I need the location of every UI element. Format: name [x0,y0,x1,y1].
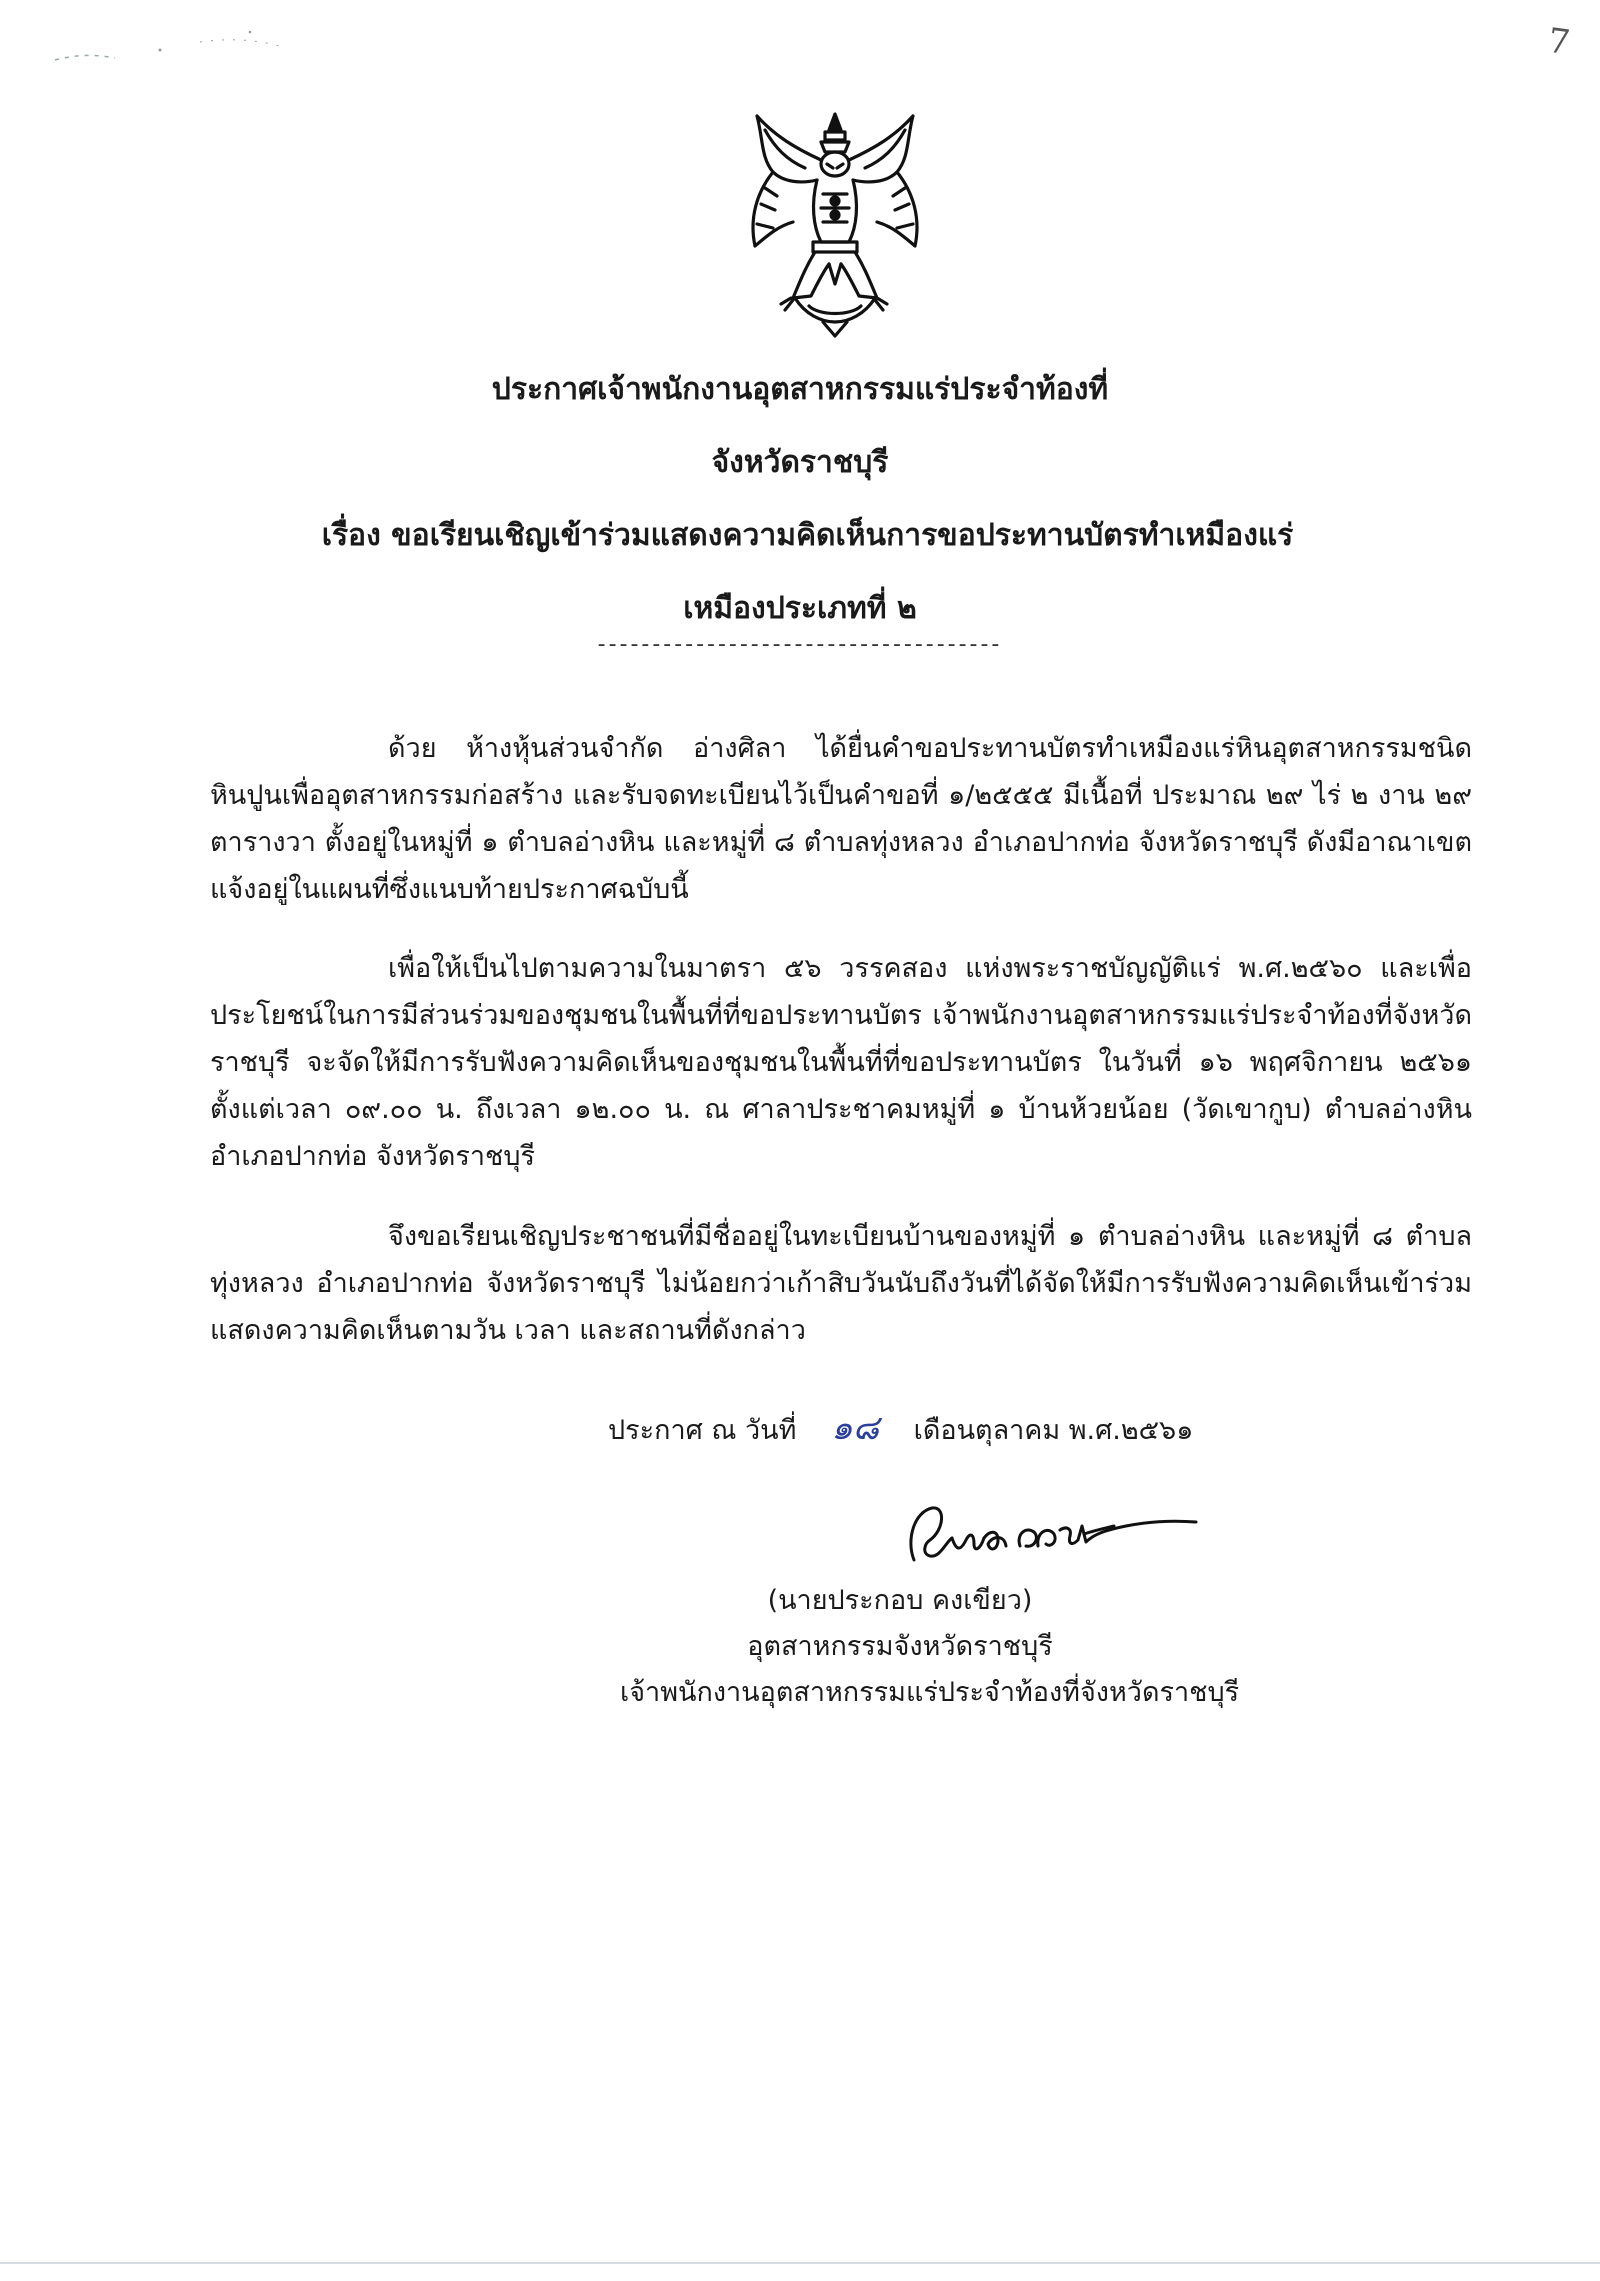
header-line-authority: ประกาศเจ้าพนักงานอุตสาหกรรมแร่ประจำท้องที่ [491,372,1109,407]
header-line-subject: เรื่อง ขอเรียนเชิญเข้าร่วมแสดงความคิดเห็นการขอประทานบัตรทำเหมืองแร่ [321,518,1294,553]
date-prefix: ประกาศ ณ วันที่ [608,1415,797,1446]
page-number-mark: 7 [1545,20,1573,64]
body-paragraph-2 [210,945,1472,1180]
signer-block [620,1578,1240,1716]
paragraph-3-text: จึงขอเรียนเชิญประชาชนที่มีชื่ออยู่ในทะเบียนบ้านของหมู่ที่ ๑ ตำบลอ่างหิน และหมู่ที่ ๘ ตำบลทุ่งหลวง อำเภอปากท่อ จังหวัดราชบุรี ไม่น้อยกว่าเก้าสิบวันนับถึงวันที่ได้จัดให้มีการรับฟังความคิดเห็นเข้าร่วมแสดงความคิดเห็นตามวัน เวลา และสถานที่ดังกล่าว [210,1221,1472,1346]
signer-title-1: อุตสาหกรรมจังหวัดราชบุรี [747,1631,1053,1662]
paragraph-1-text: ด้วย ห้างหุ้นส่วนจำกัด อ่างศิลา ได้ยื่นคำขอประทานบัตรทำเหมืองแร่หินอุตสาหกรรมชนิดหินปูนเพื่ออุตสาหกรรมก่อสร้าง และรับจดทะเบียนไว้เป็นคำขอที่ ๑/๒๕๕๕ มีเนื้อที่ ประมาณ ๒๙ ไร่ ๒ งาน ๒๙ ตารางวา ตั้งอยู่ในหมู่ที่ ๑ ตำบลอ่างหิน และหมู่ที่ ๘ ตำบลทุ่งหลวง อำเภอปากท่อ จังหวัดราชบุรี ดังมีอาณาเขตแจ้งอยู่ในแผนที่ซึ่งแนบท้ายประกาศฉบับนี้ [210,733,1472,905]
date-suffix: เดือนตุลาคม พ.ศ.๒๕๖๑ [913,1415,1194,1446]
header-line-mine-category: เหมืองประเภทที่ ๒ [683,591,917,626]
body-paragraph-1 [210,725,1472,913]
signer-name: (นายประกอบ คงเขียว) [767,1585,1033,1616]
header-divider: ------------------------------------- [597,632,1003,657]
garuda-emblem-icon [735,108,935,340]
date-day-handwritten: ๑๘ [831,1408,879,1448]
signer-title-2: เจ้าพนักงานอุตสาหกรรมแร่ประจำท้องที่จังหวัดราชบุรี [620,1677,1240,1708]
handwritten-signature [900,1490,1200,1580]
header-line-province: จังหวัดราชบุรี [711,445,889,480]
announcement-header [0,372,1600,656]
paragraph-2-text: เพื่อให้เป็นไปตามความในมาตรา ๕๖ วรรคสอง แห่งพระราชบัญญัติแร่ พ.ศ.๒๕๖๐ และเพื่อประโยชน์ในการมีส่วนร่วมของชุมชนในพื้นที่ที่ขอประทานบัตร เจ้าพนักงานอุตสาหกรรมแร่ประจำท้องที่จังหวัดราชบุรี จะจัดให้มีการรับฟังความคิดเห็นของชุมชนในพื้นที่ที่ขอประทานบัตร ในวันที่ ๑๖ พฤศจิกายน ๒๕๖๑ ตั้งแต่เวลา ๐๙.๐๐ น. ถึงเวลา ๑๒.๐๐ น. ณ ศาลาประชาคมหมู่ที่ ๑ บ้านห้วยน้อย (วัดเขากูบ) ตำบลอ่างหิน อำเภอปากท่อ จังหวัดราชบุรี [210,953,1472,1172]
announcement-date [608,1408,1193,1451]
scan-artifact-specks [50,20,320,80]
scan-bottom-edge [0,2262,1600,2264]
body-paragraph-3 [210,1213,1472,1354]
